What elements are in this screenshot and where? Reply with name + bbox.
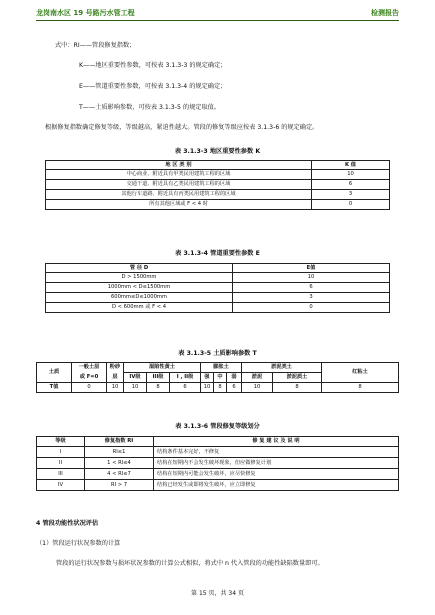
table3-header-soil: 土质	[37, 363, 72, 383]
table3-sub-loess: IV级	[124, 373, 147, 383]
section-title: 4 管段功能性状况评估	[36, 520, 99, 527]
table3-header-general-2: 或 F=0	[72, 373, 107, 383]
table1-cell: 6	[312, 180, 390, 190]
table3-value: 0	[72, 383, 107, 393]
page-footer: 第 15 页，共 34 页	[191, 590, 244, 597]
table3-sub-loess: I , II级	[170, 373, 201, 383]
table3-value: 8	[147, 383, 170, 393]
table3-header-loess: 湿陷性黄土	[124, 363, 201, 373]
table4-cell: II	[37, 458, 85, 469]
table3-caption: 表 3.1.3-5 土质影响参数 T	[178, 350, 257, 357]
table1-cell: 3	[312, 190, 390, 200]
table3-value: 8	[273, 383, 322, 393]
table1-header-category: 地 区 类 别	[46, 161, 312, 170]
table1-cell: 其他行车道路、附近具有丙类民用建筑工程的区域	[46, 190, 312, 200]
table2-cell: 1000mm < D≤1500mm	[46, 283, 233, 293]
table1-cell: 中心商业、附近具有甲类民用建筑工程的区域	[46, 170, 312, 180]
table3-value: 10	[107, 383, 124, 393]
table-soil-influence	[36, 362, 399, 393]
table4-header-ri: 修复指数 RI	[85, 437, 154, 447]
header-project-title: 龙岗南水区 19 号路污水管工程	[36, 9, 135, 17]
table-pipe-importance	[45, 263, 390, 313]
table2-header-diameter: 管 径 D	[46, 264, 233, 273]
table3-sub-silt: 淤泥质土	[273, 373, 322, 383]
table3-sub-expansive: 强	[201, 373, 214, 383]
table3-value: 8	[214, 383, 227, 393]
table2-cell: 10	[233, 273, 390, 283]
table3-header-sand-1: 粉砂	[107, 363, 124, 373]
intro-line-ri: 式中：RI——管段修复指数；	[55, 42, 136, 49]
table4-cell: 结构已经发生或即将发生破坏，应立即修复	[154, 480, 399, 491]
table2-cell: D < 600mm 或 F < 4	[46, 303, 233, 313]
table3-value: 6	[227, 383, 242, 393]
table1-cell: 0	[312, 200, 390, 210]
table4-cell: III	[37, 469, 85, 480]
table3-value: 10	[124, 383, 147, 393]
subsection-title: （1）管段运行状况参数的计算	[36, 540, 121, 547]
table2-cell: D > 1500mm	[46, 273, 233, 283]
table4-cell: RI > 7	[85, 480, 154, 491]
table3-sub-expansive: 中	[214, 373, 227, 383]
table1-cell: 所有其他区域或 F < 4 时	[46, 200, 312, 210]
table1-header-k: K 值	[312, 161, 390, 170]
table3-value: 6	[170, 383, 201, 393]
section-paragraph: 管段的运行状况参数与损坏状况参数的计算公式相似，将式中 n 代入管段的功能性缺陷数量即可。	[56, 560, 324, 567]
header-report-label: 检测报告	[371, 9, 399, 17]
table1-cell: 10	[312, 170, 390, 180]
table3-header-expansive: 膨胀土	[201, 363, 242, 373]
page-header	[36, 6, 399, 21]
table-repair-grade	[36, 436, 399, 491]
table3-header-general-1: 一般土层	[72, 363, 107, 373]
table3-value: 8	[322, 383, 399, 393]
table2-cell: 3	[233, 293, 390, 303]
table3-value: 10	[201, 383, 214, 393]
table1-caption: 表 3.1.3-3 地区重要性参数 K	[174, 148, 261, 155]
table3-header-red-clay: 红粘土	[322, 363, 399, 383]
table4-cell: IV	[37, 480, 85, 491]
table3-sub-expansive: 弱	[227, 373, 242, 383]
table4-header-advice: 修 复 建 议 及 说 明	[154, 437, 399, 447]
table-region-importance	[45, 160, 390, 210]
table2-cell: 6	[233, 283, 390, 293]
table4-cell: 1 < RI≤4	[85, 458, 154, 469]
table4-cell: RI≤1	[85, 447, 154, 458]
table3-sub-loess: III级	[147, 373, 170, 383]
table4-cell: 结构在短期内不会发生破坏现象，但应做修复计划	[154, 458, 399, 469]
table2-caption: 表 3.1.3-4 管道重要性参数 E	[175, 250, 260, 257]
table2-cell: 600mm≤D≤1000mm	[46, 293, 233, 303]
intro-line-k: K——地区重要性参数，可按表 3.1.3-3 的规定确定；	[79, 62, 227, 69]
intro-line-grade: 根据修复指数确定修复等级，等级越高，紧迫性越大。管段的修复等级应按表 3.1.3-6 的规定确定。	[45, 124, 319, 131]
table4-cell: 结构在短期内可能会发生破坏，应尽快修复	[154, 469, 399, 480]
table1-cell: 交通干道、附近具有乙类民用建筑工程的区域	[46, 180, 312, 190]
table4-cell: 结构条件基本完好，不修复	[154, 447, 399, 458]
table3-sub-silt: 淤泥	[242, 373, 273, 383]
table4-caption: 表 3.1.3-6 管段修复等级划分	[175, 423, 260, 430]
table4-header-grade: 等级	[37, 437, 85, 447]
table3-header-sand-2: 层	[107, 373, 124, 383]
table4-cell: 4 < RI≤7	[85, 469, 154, 480]
intro-line-e: E——管道重要性参数，可按表 3.1.3-4 的规定确定；	[79, 83, 227, 90]
table3-row-label: T值	[37, 383, 72, 393]
table3-header-silt: 淤泥类土	[242, 363, 322, 373]
table2-header-e: E值	[233, 264, 390, 273]
table4-cell: I	[37, 447, 85, 458]
intro-line-t: T——土质影响参数，可按表 3.1.3-5 的规定取值。	[79, 104, 221, 111]
table3-value: 10	[242, 383, 273, 393]
table2-cell: 0	[233, 303, 390, 313]
